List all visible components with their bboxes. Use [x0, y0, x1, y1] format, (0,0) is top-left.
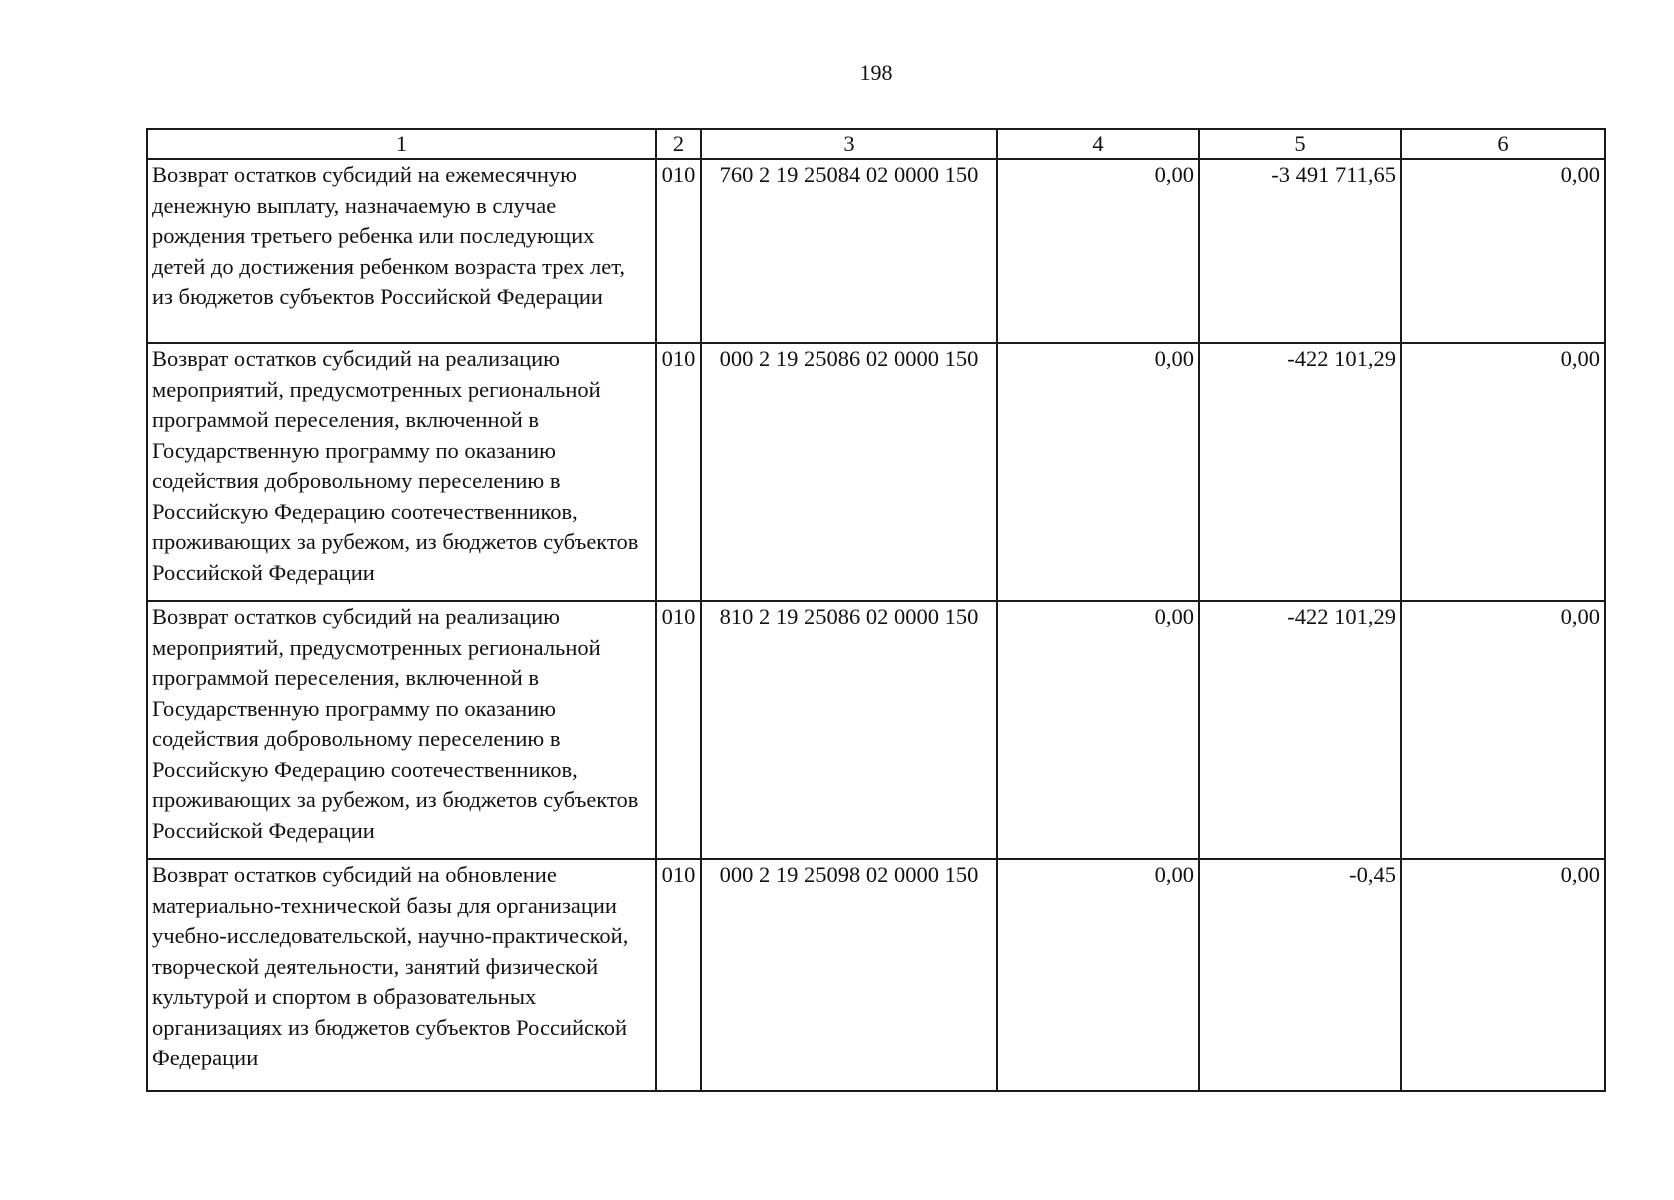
- row-admin-code: 010: [656, 601, 701, 859]
- row-value-col4: 0,00: [997, 601, 1199, 859]
- row-value-col6: 0,00: [1401, 859, 1605, 1091]
- header-col-4: 4: [997, 129, 1199, 159]
- table-body: [147, 159, 1605, 1091]
- row-value-col4: 0,00: [997, 159, 1199, 343]
- row-name: Возврат остатков субсидий на реализацию мероприятий, предусмотренных региональной программой переселения, включенной в Государственную программу по оказанию содействия добровольному переселению в Российскую Федерацию соотечественников, проживающих за рубежом, из бюджетов субъектов Российской Федерации: [147, 343, 656, 601]
- row-name: Возврат остатков субсидий на ежемесячную денежную выплату, назначаемую в случае рождения третьего ребенка или последующих детей до достижения ребенком возраста трех лет, из бюджетов субъектов Российской Федерации: [147, 159, 656, 343]
- row-budget-code: 810 2 19 25086 02 0000 150: [701, 601, 997, 859]
- header-col-6: 6: [1401, 129, 1605, 159]
- header-col-1: 1: [147, 129, 656, 159]
- row-value-col4: 0,00: [997, 859, 1199, 1091]
- page-number: 198: [859, 60, 893, 85]
- header-col-2: 2: [656, 129, 701, 159]
- row-name: Возврат остатков субсидий на реализацию мероприятий, предусмотренных региональной программой переселения, включенной в Государственную программу по оказанию содействия добровольному переселению в Российскую Федерацию соотечественников, проживающих за рубежом, из бюджетов субъектов Российской Федерации: [147, 601, 656, 859]
- row-value-col5: -0,45: [1199, 859, 1401, 1091]
- header-row: [147, 129, 1605, 159]
- table-row: [147, 159, 1605, 343]
- row-value-col5: -422 101,29: [1199, 343, 1401, 601]
- header-col-5: 5: [1199, 129, 1401, 159]
- row-budget-code: 000 2 19 25098 02 0000 150: [701, 859, 997, 1091]
- header-col-3: 3: [701, 129, 997, 159]
- row-value-col4: 0,00: [997, 343, 1199, 601]
- row-budget-code: 760 2 19 25084 02 0000 150: [701, 159, 997, 343]
- row-name: Возврат остатков субсидий на обновление материально-технической базы для организации учебно-исследовательской, научно-практической, творческой деятельности, занятий физической культурой и спортом в образовательных организациях из бюджетов субъектов Российской Федерации: [147, 859, 656, 1091]
- row-budget-code: 000 2 19 25086 02 0000 150: [701, 343, 997, 601]
- table-row: [147, 601, 1605, 859]
- table-row: [147, 859, 1605, 1091]
- row-admin-code: 010: [656, 859, 701, 1091]
- row-admin-code: 010: [656, 343, 701, 601]
- row-value-col6: 0,00: [1401, 343, 1605, 601]
- table-row: [147, 343, 1605, 601]
- row-admin-code: 010: [656, 159, 701, 343]
- row-value-col5: -422 101,29: [1199, 601, 1401, 859]
- row-value-col5: -3 491 711,65: [1199, 159, 1401, 343]
- budget-table: [146, 128, 1606, 1092]
- row-value-col6: 0,00: [1401, 601, 1605, 859]
- table-header: [147, 129, 1605, 159]
- row-value-col6: 0,00: [1401, 159, 1605, 343]
